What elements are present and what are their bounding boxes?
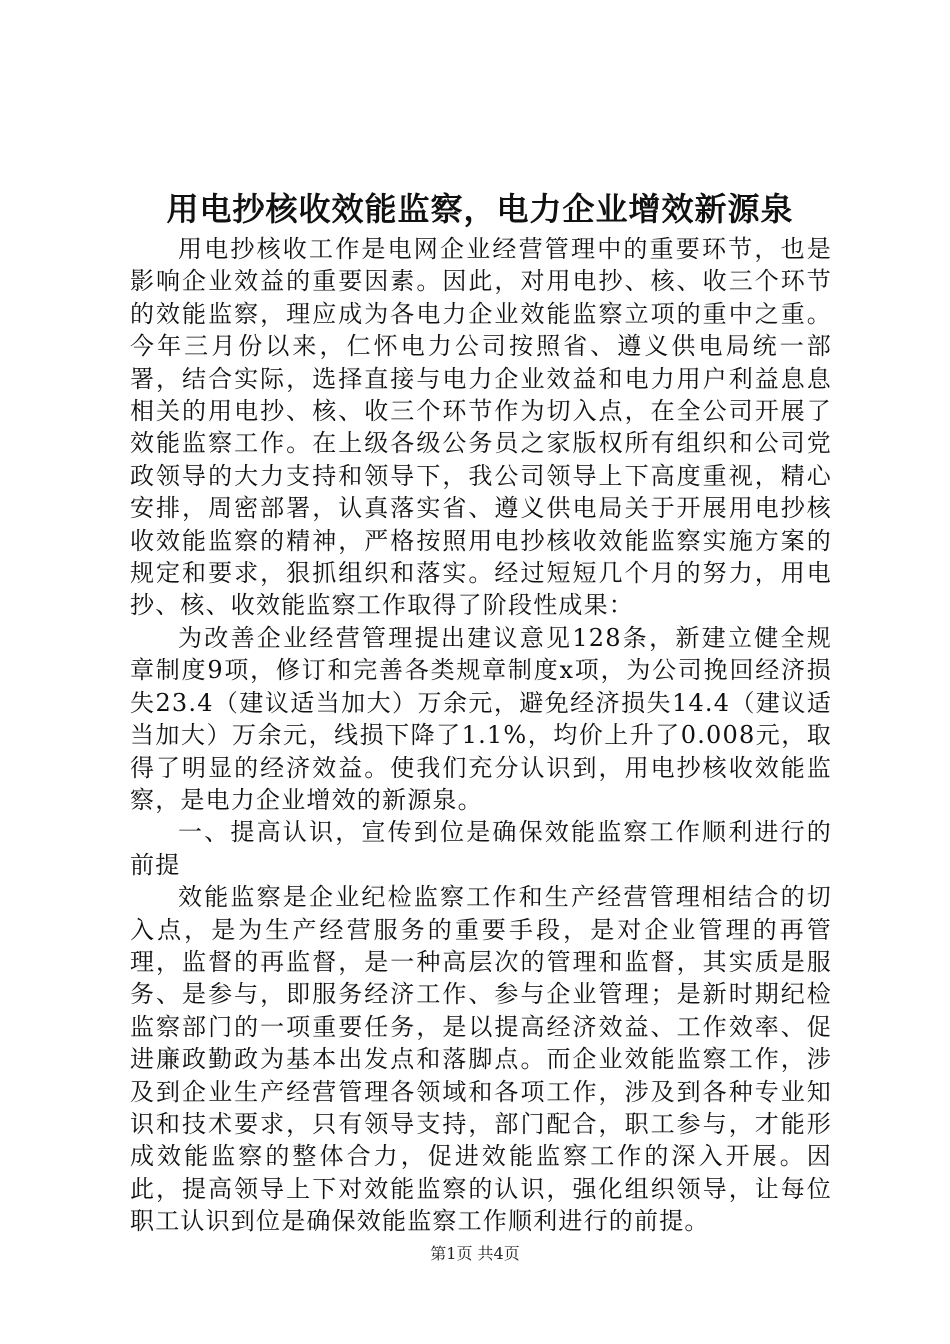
document-title: 用电抄核收效能监察，电力企业增效新源泉 xyxy=(166,190,794,228)
page-footer: 第1页 共4页 xyxy=(430,1244,520,1263)
paragraph-results: 为改善企业经营管理提出建议意见128条，新建立健全规章制度9项，修订和完善各类规章制度x项，为公司挽回经济损失23.4（建议适当加大）万余元，避免经济损失14.4（建议适当加大）万余元，线损下降了1.1%，均价上升了0.008元，取得了明显的经济效益。使我们充分认识到，用电抄核收效能监察，是电力企业增效的新源泉。 xyxy=(130,623,832,814)
document-body xyxy=(130,233,832,1238)
paragraph-section-1: 效能监察是企业纪检监察工作和生产经营管理相结合的切入点，是为生产经营服务的重要手段，是对企业管理的再管理，监督的再监督，是一种高层次的管理和监督，其实质是服务、是参与，即服务经济工作、参与企业管理；是新时期纪检监察部门的一项重要任务，是以提高经济效益、工作效率、促进廉政勤政为基本出发点和落脚点。而企业效能监察工作，涉及到企业生产经营管理各领域和各项工作，涉及到各种专业知识和技术要求，只有领导支持，部门配合，职工参与，才能形成效能监察的整体合力，促进效能监察工作的深入开展。因此，提高领导上下对效能监察的认识，强化组织领导，让每位职工认识到位是确保效能监察工作顺利进行的前提。 xyxy=(130,883,832,1236)
paragraph-intro: 用电抄核收工作是电网企业经营管理中的重要环节，也是影响企业效益的重要因素。因此，对用电抄、核、收三个环节的效能监察，理应成为各电力企业效能监察立项的重中之重。今年三月份以来，仁怀电力公司按照省、遵义供电局统一部署，结合实际，选择直接与电力企业效益和电力用户利益息息相关的用电抄、核、收三个环节作为切入点，在全公司开展了效能监察工作。在上级各级公务员之家版权所有组织和公司党政领导的大力支持和领导下，我公司领导上下高度重视，精心安排，周密部署，认真落实省、遵义供电局关于开展用电抄核收效能监察的精神，严格按照用电抄核收效能监察实施方案的规定和要求，狠抓组织和落实。经过短短几个月的努力，用电抄、核、收效能监察工作取得了阶段性成果： xyxy=(130,235,832,620)
section-heading-1: 一、提高认识，宣传到位是确保效能监察工作顺利进行的前提 xyxy=(130,818,832,879)
